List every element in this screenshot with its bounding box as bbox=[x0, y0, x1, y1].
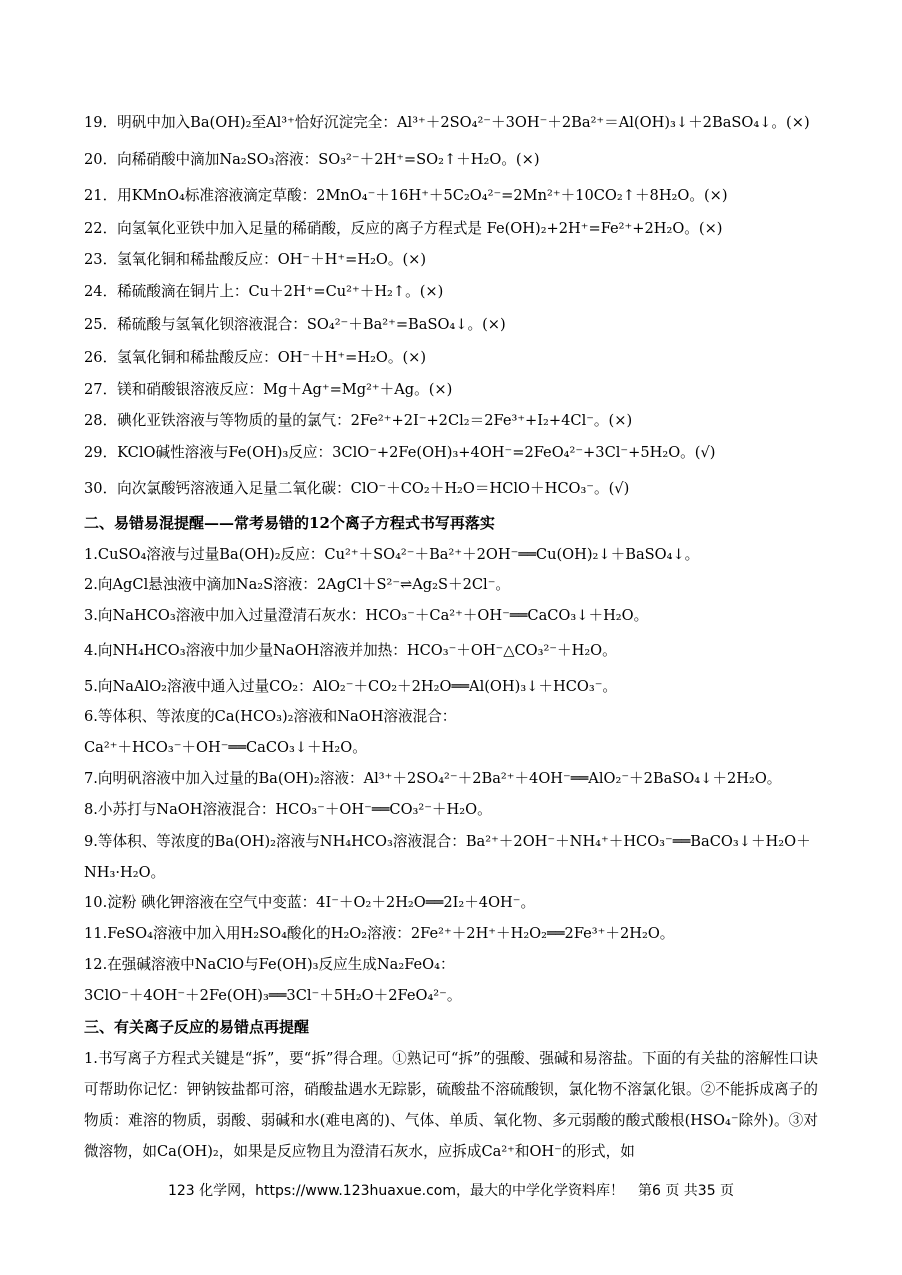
item-20: 20．向稀硝酸中滴加Na₂SO₃溶液：SO₃²⁻＋2H⁺=SO₂↑＋H₂O。(×) bbox=[84, 151, 540, 168]
equation-11: 11.FeSO₄溶液中加入用H₂SO₄酸化的H₂O₂溶液：2Fe²⁺＋2H⁺＋H₂O₂══2Fe³⁺＋2H₂O。 bbox=[84, 925, 675, 942]
item-24: 24．稀硫酸滴在铜片上：Cu＋2H⁺=Cu²⁺＋H₂↑。(×) bbox=[84, 283, 444, 300]
equation-6: Ca²⁺＋HCO₃⁻＋OH⁻══CaCO₃↓＋H₂O。 bbox=[84, 739, 367, 756]
item-28: 28．碘化亚铁溶液与等物质的量的氯气：2Fe²⁺+2I⁻+2Cl₂＝2Fe³⁺+I₂+4Cl⁻。(×) bbox=[84, 412, 633, 429]
paragraph-1: 1.书写离子方程式关键是“拆”，要“拆”得合理。①熟记可“拆”的强酸、强碱和易溶盐。下面的有关盐的溶解性口诀可帮助你记忆：钾钠铵盐都可溶，硝酸盐遇水无踪影，硫酸盐不溶硫酸钡，氯化物不溶氯化银。②不能拆成离子的物质：难溶的物质，弱酸、弱碱和水(难电离的)、气体、单质、氧化物、多元弱酸的酸式酸根(HSO₄⁻除外)。③对微溶物，如Ca(OH)₂，如果是反应物且为澄清石灰水，应拆成Ca²⁺和OH⁻的形式，如 bbox=[84, 1050, 818, 1160]
item-21: 21．用KMnO₄标准溶液滴定草酸：2MnO₄⁻＋16H⁺＋5C₂O₄²⁻=2Mn²⁺＋10CO₂↑＋8H₂O。(×) bbox=[84, 187, 728, 204]
equation-10: 10.淀粉 碘化钾溶液在空气中变蓝：4I⁻＋O₂＋2H₂O══2I₂＋4OH⁻。 bbox=[84, 894, 536, 911]
equation-7: 7.向明矾溶液中加入过量的Ba(OH)₂溶液：Al³⁺＋2SO₄²⁻＋2Ba²⁺＋4OH⁻══AlO₂⁻＋2BaSO₄↓＋2H₂O。 bbox=[84, 770, 782, 787]
equation-8: 8.小苏打与NaOH溶液混合：HCO₃⁻＋OH⁻══CO₃²⁻＋H₂O。 bbox=[84, 801, 492, 818]
equation-4: 4.向NH₄HCO₃溶液中加少量NaOH溶液并加热：HCO₃⁻＋OH⁻△CO₃²⁻＋H₂O。 bbox=[84, 642, 617, 659]
page-footer: 123 化学网，https://www.123huaxue.com，最大的中学化学资料库！ 第6 页 共35 页 bbox=[167, 1183, 735, 1199]
section-heading-3: 三、有关离子反应的易错点再提醒 bbox=[84, 1018, 310, 1036]
equation-1: 1.CuSO₄溶液与过量Ba(OH)₂反应：Cu²⁺＋SO₄²⁻＋Ba²⁺＋2OH⁻══Cu(OH)₂↓＋BaSO₄↓。 bbox=[84, 546, 700, 563]
section-heading-2: 二、易错易混提醒——常考易错的12个离子方程式书写再落实 bbox=[84, 514, 495, 532]
equation-9-cont: NH₃·H₂O。 bbox=[84, 864, 166, 881]
equation-9: 9.等体积、等浓度的Ba(OH)₂溶液与NH₄HCO₃溶液混合：Ba²⁺＋2OH⁻＋NH₄⁺＋HCO₃⁻══BaCO₃↓＋H₂O＋ bbox=[84, 833, 811, 850]
equation-12: 3ClO⁻＋4OH⁻＋2Fe(OH)₃══3Cl⁻＋5H₂O＋2FeO₄²⁻。 bbox=[84, 987, 462, 1004]
equation-12-text: 12.在强碱溶液中NaClO与Fe(OH)₃反应生成Na₂FeO₄： bbox=[84, 956, 455, 973]
equation-3: 3.向NaHCO₃溶液中加入过量澄清石灰水：HCO₃⁻＋Ca²⁺＋OH⁻══CaCO₃↓＋H₂O。 bbox=[84, 607, 649, 624]
item-23: 23．氢氧化铜和稀盐酸反应：OH⁻＋H⁺=H₂O。(×) bbox=[84, 251, 427, 268]
item-25: 25．稀硫酸与氢氧化钡溶液混合：SO₄²⁻＋Ba²⁺=BaSO₄↓。(×) bbox=[84, 316, 506, 333]
equation-5: 5.向NaAlO₂溶液中通入过量CO₂：AlO₂⁻＋CO₂＋2H₂O══Al(OH)₃↓＋HCO₃⁻。 bbox=[84, 678, 617, 695]
item-19: 19．明矾中加入Ba(OH)₂至Al³⁺恰好沉淀完全：Al³⁺＋2SO₄²⁻＋3OH⁻＋2Ba²⁺＝Al(OH)₃↓＋2BaSO₄↓。(×) bbox=[84, 114, 810, 131]
item-22: 22．向氢氧化亚铁中加入足量的稀硝酸，反应的离子方程式是 Fe(OH)₂+2H⁺=Fe²⁺+2H₂O。(×) bbox=[84, 220, 723, 237]
item-26: 26．氢氧化铜和稀盐酸反应：OH⁻＋H⁺=H₂O。(×) bbox=[84, 349, 427, 366]
equation-2: 2.向AgCl悬浊液中滴加Na₂S溶液：2AgCl＋S²⁻⇌Ag₂S＋2Cl⁻。 bbox=[84, 576, 511, 593]
equation-6-text: 6.等体积、等浓度的Ca(HCO₃)₂溶液和NaOH溶液混合： bbox=[84, 708, 457, 725]
item-27: 27．镁和硝酸银溶液反应：Mg＋Ag⁺=Mg²⁺＋Ag。(×) bbox=[84, 381, 453, 398]
item-29: 29．KClO碱性溶液与Fe(OH)₃反应：3ClO⁻+2Fe(OH)₃+4OH⁻=2FeO₄²⁻+3Cl⁻+5H₂O。(√) bbox=[84, 444, 716, 461]
item-30: 30．向次氯酸钙溶液通入足量二氧化碳：ClO⁻＋CO₂＋H₂O＝HClO＋HCO₃⁻。(√) bbox=[84, 480, 630, 497]
